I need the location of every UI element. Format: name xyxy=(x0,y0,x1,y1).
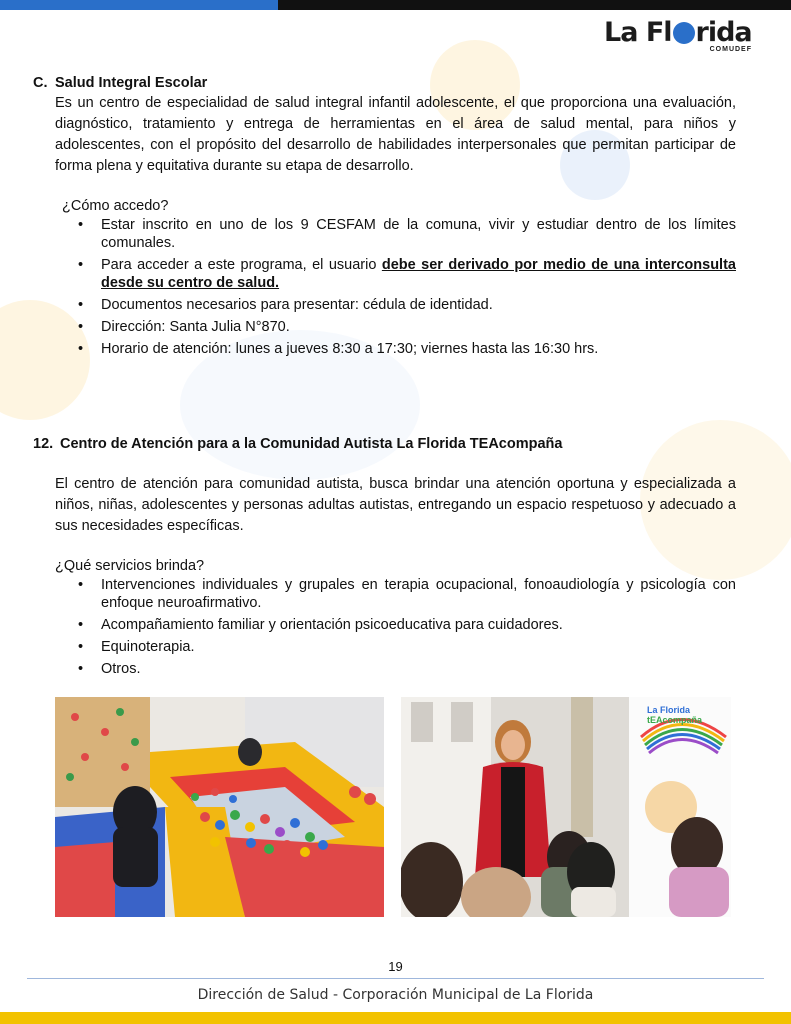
access-item-prefix: Para acceder a este programa, el usuario xyxy=(101,257,382,273)
footer-divider xyxy=(27,978,764,979)
section-12-number: 12. xyxy=(33,436,54,452)
flower-icon xyxy=(673,22,695,44)
list-item: • Dirección: Santa Julia N°870. xyxy=(78,318,736,336)
ball-pit-photo xyxy=(55,697,384,917)
bottom-bar xyxy=(0,1012,791,1024)
teacompana-banner xyxy=(647,705,702,725)
la-florida-logo xyxy=(604,18,754,58)
list-item: • Intervenciones individuales y grupales en terapia ocupacional, fonoaudiología y psicología con enfoque neuroafirmativo. xyxy=(78,576,736,612)
section-12-question: ¿Qué servicios brinda? xyxy=(55,558,205,574)
top-bar-blue xyxy=(0,0,278,10)
list-item: • Otros. xyxy=(78,660,736,678)
ball-pit-illustration xyxy=(55,697,384,917)
list-item: • Estar inscrito en uno de los 9 CESFAM de la comuna, vivir y estudiar dentro de los límites comunales. xyxy=(78,216,736,252)
banner-line-2: tEAcompaña xyxy=(647,715,703,725)
presentation-photo xyxy=(401,697,731,917)
list-item: • Equinoterapia. xyxy=(78,638,736,656)
section-c-heading xyxy=(33,75,207,91)
list-item xyxy=(78,256,736,292)
section-12-list xyxy=(78,576,736,682)
presentation-illustration xyxy=(401,697,731,917)
list-item: • Documentos necesarios para presentar: cédula de identidad. xyxy=(78,296,736,314)
logo-subtitle: COMUDEF xyxy=(709,46,752,53)
access-item-emphasis: debe ser derivado por medio de una interconsulta desde su centro de salud. xyxy=(101,257,736,291)
section-c-number: C. xyxy=(33,75,48,91)
section-c-question: ¿Cómo accedo? xyxy=(62,198,169,214)
section-c-description: Es un centro de especialidad de salud integral infantil adolescente, el que proporciona una evaluación, diagnóstico, tratamiento y entrega de herramientas en el área de salud mental, para niños y adolescentes, con el propósito del desarrollo de habilidades interpersonales que permitan participar de forma plena y equitativa durante su etapa de desarrollo. xyxy=(55,95,736,174)
top-bar-black xyxy=(278,0,791,10)
logo-word-right: rida xyxy=(695,17,752,48)
logo-word-left: La Fl xyxy=(604,17,672,48)
section-c-title: Salud Integral Escolar xyxy=(55,75,208,91)
section-12-title: Centro de Atención para a la Comunidad Autista La Florida TEAcompaña xyxy=(60,436,563,452)
list-item: • Acompañamiento familiar y orientación psicoeducativa para cuidadores. xyxy=(78,616,736,634)
section-c-list xyxy=(78,216,736,362)
section-12-heading xyxy=(33,436,562,452)
footer-text: Dirección de Salud - Corporación Municipal de La Florida xyxy=(197,987,594,1003)
section-12-description: El centro de atención para comunidad autista, busca brindar una atención oportuna y especializada a niños, niñas, adolescentes y personas adultas autistas, entregando un espacio respetuoso y adecuado a sus necesidades específicas. xyxy=(55,476,736,534)
list-item: • Horario de atención: lunes a jueves 8:30 a 17:30; viernes hasta las 16:30 hrs. xyxy=(78,340,736,358)
page-number: 19 xyxy=(388,959,403,974)
background-decoration xyxy=(0,300,90,420)
banner-line-1: La Florida xyxy=(647,705,691,715)
